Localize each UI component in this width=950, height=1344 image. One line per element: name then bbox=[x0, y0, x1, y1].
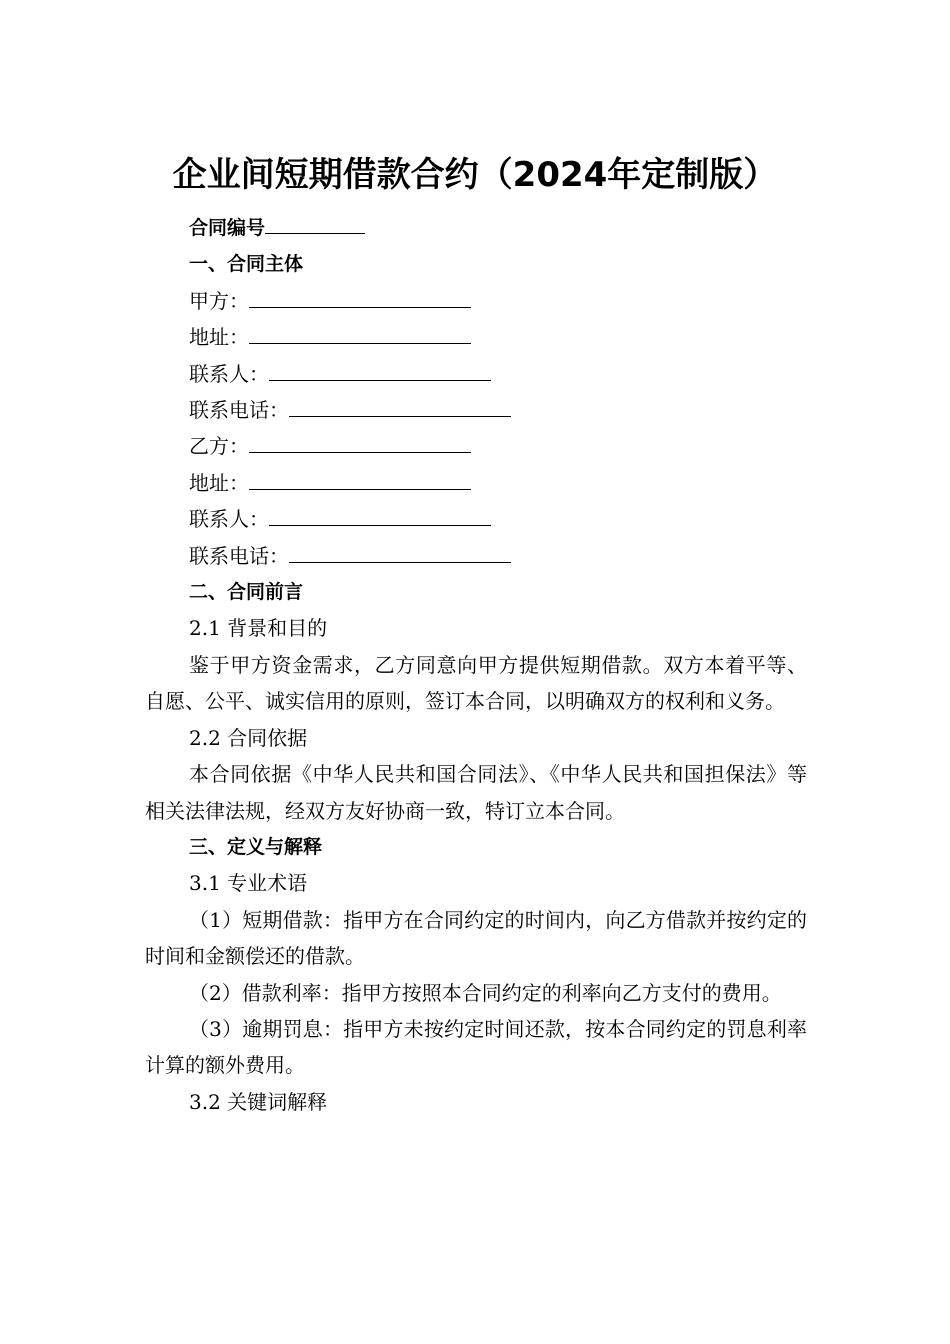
party-b-address-blank[interactable] bbox=[249, 467, 471, 490]
section1-heading: 一、合同主体 bbox=[189, 253, 304, 276]
section2-2-heading: 2.2 合同依据 bbox=[189, 725, 308, 750]
party-b-blank[interactable] bbox=[249, 430, 471, 453]
party-a-contact-line bbox=[145, 356, 807, 392]
term-loan-rate: （2）借款利率：指甲方按照本合同约定的利率向乙方支付的费用。 bbox=[189, 980, 782, 1005]
section3-1-heading: 3.1 专业术语 bbox=[189, 871, 308, 896]
party-b-contact-label: 联系人： bbox=[189, 507, 269, 532]
party-b-phone-label: 联系电话： bbox=[189, 543, 289, 568]
party-a-line bbox=[145, 283, 807, 319]
section2-2-paragraph: 本合同依据《中华人民共和国合同法》、《中华人民共和国担保法》等相关法律法规，经双方友好协商一致，特订立本合同。 bbox=[145, 762, 807, 823]
contract-number-blank[interactable] bbox=[265, 211, 365, 234]
party-b-label: 乙方： bbox=[189, 434, 249, 459]
document-body bbox=[145, 210, 807, 1120]
party-a-phone-label: 联系电话： bbox=[189, 398, 289, 423]
party-b-phone-blank[interactable] bbox=[289, 540, 511, 563]
party-a-contact-blank[interactable] bbox=[269, 358, 491, 381]
party-b-address-label: 地址： bbox=[189, 470, 249, 495]
section2-1-heading: 2.1 背景和目的 bbox=[189, 616, 328, 641]
party-a-contact-label: 联系人： bbox=[189, 361, 269, 386]
party-b-contact-line bbox=[145, 501, 807, 537]
term-overdue-penalty: （3）逾期罚息：指甲方未按约定时间还款，按本合同约定的罚息利率计算的额外费用。 bbox=[145, 1016, 807, 1078]
party-a-address-label: 地址： bbox=[189, 325, 249, 350]
party-b-contact-blank[interactable] bbox=[269, 503, 491, 526]
contract-number-label: 合同编号 bbox=[189, 217, 266, 239]
contract-number-line bbox=[145, 210, 807, 246]
section2-1-paragraph: 鉴于甲方资金需求，乙方同意向甲方提供短期借款。双方本着平等、自愿、公平、诚实信用的原则，签订本合同，以明确双方的权利和义务。 bbox=[145, 652, 807, 714]
party-a-phone-blank[interactable] bbox=[289, 394, 511, 417]
party-b-address-line bbox=[145, 465, 807, 501]
section3-2-heading: 3.2 关键词解释 bbox=[189, 1089, 328, 1114]
party-a-address-line bbox=[145, 319, 807, 355]
party-a-blank[interactable] bbox=[249, 285, 471, 308]
party-b-phone-line bbox=[145, 538, 807, 574]
section2-heading: 二、合同前言 bbox=[189, 581, 304, 604]
party-a-phone-line bbox=[145, 392, 807, 428]
party-a-address-blank[interactable] bbox=[249, 321, 471, 344]
party-b-line bbox=[145, 428, 807, 464]
section3-heading: 三、定义与解释 bbox=[189, 835, 323, 858]
term-short-loan: （1）短期借款：指甲方在合同约定的时间内，向乙方借款并按约定的时间和金额偿还的借款。 bbox=[145, 907, 807, 969]
party-a-label: 甲方： bbox=[189, 288, 249, 313]
document-title: 企业间短期借款合约（2024年定制版） bbox=[172, 155, 778, 195]
